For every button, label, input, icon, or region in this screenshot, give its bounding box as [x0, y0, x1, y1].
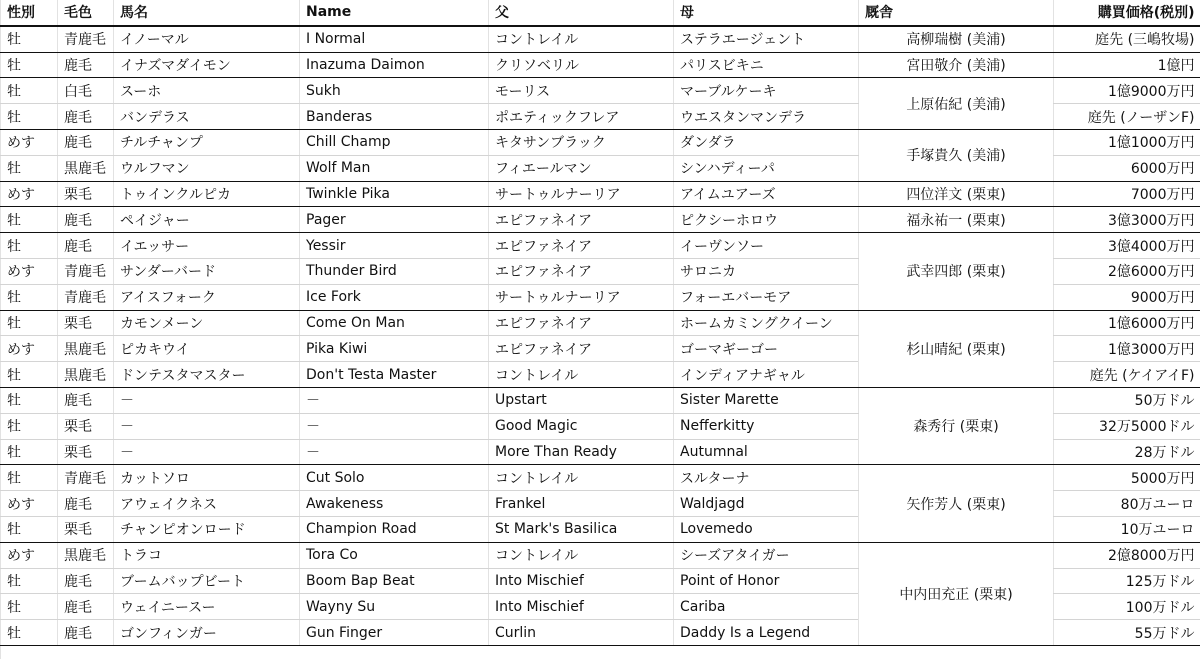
sex-cell[interactable]: 牡	[1, 104, 58, 130]
table-row	[1, 542, 1200, 568]
horse-name-jp-cell[interactable]: イノーマル	[114, 26, 300, 52]
price-cell[interactable]: 28万ドル	[1054, 439, 1200, 465]
header-color[interactable]: 毛色	[58, 0, 114, 26]
horse-name-en-cell[interactable]: －	[300, 439, 489, 465]
sex-cell[interactable]: 牡	[1, 568, 58, 594]
sex-cell[interactable]: 牡	[1, 387, 58, 413]
price-cell[interactable]: 1億1000万円	[1054, 129, 1200, 155]
horse-name-jp-cell[interactable]: イエッサー	[114, 233, 300, 259]
sire-cell[interactable]: キタサンブラック	[489, 129, 674, 155]
sire-cell[interactable]: ポエティックフレア	[489, 104, 674, 130]
sex-cell[interactable]: 牡	[1, 26, 58, 52]
sex-cell[interactable]: 牡	[1, 78, 58, 104]
sire-cell[interactable]: エピファネイア	[489, 207, 674, 233]
horse-name-en-cell[interactable]: Don't Testa Master	[300, 362, 489, 388]
horse-name-en-cell[interactable]: Tora Co	[300, 542, 489, 568]
price-cell[interactable]: 5000万円	[1054, 465, 1200, 491]
horse-name-jp-cell[interactable]: －	[114, 413, 300, 439]
horse-name-jp-cell[interactable]: チルチャンプ	[114, 129, 300, 155]
horse-name-jp-cell[interactable]: チャンピオンロード	[114, 516, 300, 542]
horse-name-en-cell[interactable]: Gun Finger	[300, 620, 489, 646]
stable-cell[interactable]: 上原佑紀 (美浦)	[859, 78, 1054, 130]
dam-cell[interactable]: ピクシーホロウ	[674, 207, 859, 233]
dam-cell[interactable]: ホームカミングクイーン	[674, 310, 859, 336]
dam-cell[interactable]: Point of Honor	[674, 568, 859, 594]
stable-cell[interactable]: 手塚貴久 (美浦)	[859, 129, 1054, 181]
sex-cell[interactable]: 牡	[1, 284, 58, 310]
coat-color-cell[interactable]: 鹿毛	[58, 387, 114, 413]
coat-color-cell[interactable]: 栗毛	[58, 181, 114, 207]
coat-color-cell[interactable]: 黒鹿毛	[58, 542, 114, 568]
horse-name-jp-cell[interactable]: カモンメーン	[114, 310, 300, 336]
coat-color-cell[interactable]: 鹿毛	[58, 104, 114, 130]
horse-name-en-cell[interactable]: Boom Bap Beat	[300, 568, 489, 594]
dam-cell[interactable]: Cariba	[674, 594, 859, 620]
dam-cell[interactable]: Waldjagd	[674, 491, 859, 517]
table-row	[1, 465, 1200, 491]
sire-cell[interactable]: コントレイル	[489, 26, 674, 52]
header-sex[interactable]: 性別	[1, 0, 58, 26]
stable-cell[interactable]: 森秀行 (栗東)	[859, 387, 1054, 464]
price-cell[interactable]: 125万ドル	[1054, 568, 1200, 594]
sire-cell[interactable]: フィエールマン	[489, 155, 674, 181]
table-row	[1, 207, 1200, 233]
horse-name-en-cell[interactable]: －	[300, 387, 489, 413]
coat-color-cell[interactable]: 青鹿毛	[58, 284, 114, 310]
sex-cell[interactable]: めす	[1, 181, 58, 207]
price-cell[interactable]: 1億9000万円	[1054, 78, 1200, 104]
horse-name-en-cell[interactable]: Chill Champ	[300, 129, 489, 155]
sex-cell[interactable]: 牡	[1, 233, 58, 259]
horse-name-jp-cell[interactable]: イナズマダイモン	[114, 52, 300, 78]
sire-cell[interactable]: Upstart	[489, 387, 674, 413]
dam-cell[interactable]: シンハディーパ	[674, 155, 859, 181]
coat-color-cell[interactable]: 黒鹿毛	[58, 362, 114, 388]
horse-name-jp-cell[interactable]: アイスフォーク	[114, 284, 300, 310]
dam-cell[interactable]: Daddy Is a Legend	[674, 620, 859, 646]
price-cell[interactable]: 庭先 (三嶋牧場)	[1054, 26, 1200, 52]
dam-cell[interactable]: シーズアタイガー	[674, 542, 859, 568]
horse-name-jp-cell[interactable]: －	[114, 439, 300, 465]
table-row	[1, 233, 1200, 259]
sire-cell[interactable]: Into Mischief	[489, 568, 674, 594]
sire-cell[interactable]: Frankel	[489, 491, 674, 517]
coat-color-cell[interactable]: 鹿毛	[58, 491, 114, 517]
coat-color-cell[interactable]: 鹿毛	[58, 207, 114, 233]
stable-cell[interactable]: 福永祐一 (栗東)	[859, 207, 1054, 233]
sire-cell[interactable]: コントレイル	[489, 465, 674, 491]
price-cell[interactable]: 1億6000万円	[1054, 310, 1200, 336]
coat-color-cell[interactable]: 栗毛	[58, 516, 114, 542]
header-sire[interactable]: 父	[489, 0, 674, 26]
price-cell[interactable]: 10万ユーロ	[1054, 516, 1200, 542]
table-row	[1, 181, 1200, 207]
horse-name-jp-cell[interactable]: ドンテスタマスター	[114, 362, 300, 388]
table-row	[1, 129, 1200, 155]
dam-cell[interactable]: サロニカ	[674, 258, 859, 284]
sire-cell[interactable]: サートゥルナーリア	[489, 181, 674, 207]
dam-cell[interactable]: スルターナ	[674, 465, 859, 491]
sex-cell[interactable]: めす	[1, 542, 58, 568]
coat-color-cell[interactable]: 白毛	[58, 78, 114, 104]
dam-cell[interactable]: Nefferkitty	[674, 413, 859, 439]
horse-name-jp-cell[interactable]: ペイジャー	[114, 207, 300, 233]
horse-name-en-cell[interactable]: Wolf Man	[300, 155, 489, 181]
coat-color-cell[interactable]: 鹿毛	[58, 129, 114, 155]
table-row	[1, 387, 1200, 413]
coat-color-cell[interactable]: 鹿毛	[58, 568, 114, 594]
horse-name-jp-cell[interactable]: バンデラス	[114, 104, 300, 130]
price-cell[interactable]: 1億3000万円	[1054, 336, 1200, 362]
price-cell[interactable]: 2億6000万円	[1054, 258, 1200, 284]
price-cell[interactable]: 6000万円	[1054, 155, 1200, 181]
horse-name-en-cell[interactable]: I Normal	[300, 26, 489, 52]
dam-cell[interactable]: イーヴンソー	[674, 233, 859, 259]
horse-name-en-cell[interactable]: Champion Road	[300, 516, 489, 542]
sex-cell[interactable]: めす	[1, 258, 58, 284]
coat-color-cell[interactable]: 鹿毛	[58, 594, 114, 620]
price-cell[interactable]: 55万ドル	[1054, 620, 1200, 646]
coat-color-cell[interactable]: 黒鹿毛	[58, 336, 114, 362]
price-cell[interactable]: 9000万円	[1054, 284, 1200, 310]
sire-cell[interactable]: Into Mischief	[489, 594, 674, 620]
sex-cell[interactable]: 牡	[1, 52, 58, 78]
price-cell[interactable]: 100万ドル	[1054, 594, 1200, 620]
horse-name-en-cell[interactable]: Awakeness	[300, 491, 489, 517]
sire-cell[interactable]: Curlin	[489, 620, 674, 646]
stable-cell[interactable]: 武幸四郎 (栗東)	[859, 233, 1054, 310]
coat-color-cell[interactable]: 鹿毛	[58, 52, 114, 78]
horse-name-en-cell[interactable]: Come On Man	[300, 310, 489, 336]
empty-row-area	[0, 646, 1200, 659]
dam-cell[interactable]: ウエスタンマンデラ	[674, 104, 859, 130]
sex-cell[interactable]: めす	[1, 129, 58, 155]
coat-color-cell[interactable]: 鹿毛	[58, 620, 114, 646]
horse-name-jp-cell[interactable]: サンダーバード	[114, 258, 300, 284]
sex-cell[interactable]: 牡	[1, 207, 58, 233]
sex-cell[interactable]: 牡	[1, 362, 58, 388]
sire-cell[interactable]: St Mark's Basilica	[489, 516, 674, 542]
horse-name-en-cell[interactable]: －	[300, 413, 489, 439]
price-cell[interactable]: 庭先 (ケイアイF)	[1054, 362, 1200, 388]
dam-cell[interactable]: Sister Marette	[674, 387, 859, 413]
dam-cell[interactable]: アイムユアーズ	[674, 181, 859, 207]
price-cell[interactable]: 庭先 (ノーザンF)	[1054, 104, 1200, 130]
horse-name-en-cell[interactable]: Thunder Bird	[300, 258, 489, 284]
horse-name-en-cell[interactable]: Twinkle Pika	[300, 181, 489, 207]
horse-name-jp-cell[interactable]: ウェイニースー	[114, 594, 300, 620]
horse-name-jp-cell[interactable]: ゴンフィンガー	[114, 620, 300, 646]
sire-cell[interactable]: コントレイル	[489, 542, 674, 568]
table-row	[1, 310, 1200, 336]
coat-color-cell[interactable]: 栗毛	[58, 439, 114, 465]
horse-name-jp-cell[interactable]: カットソロ	[114, 465, 300, 491]
sire-cell[interactable]: サートゥルナーリア	[489, 284, 674, 310]
dam-cell[interactable]: フォーエバーモア	[674, 284, 859, 310]
dam-cell[interactable]: インディアナギャル	[674, 362, 859, 388]
header-dam[interactable]: 母	[674, 0, 859, 26]
horse-name-en-cell[interactable]: Banderas	[300, 104, 489, 130]
header-name-jp[interactable]: 馬名	[114, 0, 300, 26]
sex-cell[interactable]: 牡	[1, 465, 58, 491]
sire-cell[interactable]: クリソベリル	[489, 52, 674, 78]
header-row	[1, 0, 1200, 26]
sire-cell[interactable]: Good Magic	[489, 413, 674, 439]
horse-name-en-cell[interactable]: Pager	[300, 207, 489, 233]
header-name-en[interactable]: Name	[300, 0, 489, 26]
horse-name-jp-cell[interactable]: ウルフマン	[114, 155, 300, 181]
stable-cell[interactable]: 高柳瑞樹 (美浦)	[859, 26, 1054, 52]
sex-cell[interactable]: 牡	[1, 413, 58, 439]
price-cell[interactable]: 1億円	[1054, 52, 1200, 78]
sire-cell[interactable]: エピファネイア	[489, 310, 674, 336]
sire-cell[interactable]: コントレイル	[489, 362, 674, 388]
sire-cell[interactable]: エピファネイア	[489, 233, 674, 259]
horse-name-en-cell[interactable]: Pika Kiwi	[300, 336, 489, 362]
horse-name-jp-cell[interactable]: －	[114, 387, 300, 413]
sex-cell[interactable]: めす	[1, 336, 58, 362]
coat-color-cell[interactable]: 栗毛	[58, 413, 114, 439]
horse-name-en-cell[interactable]: Wayny Su	[300, 594, 489, 620]
coat-color-cell[interactable]: 青鹿毛	[58, 465, 114, 491]
dam-cell[interactable]: マーブルケーキ	[674, 78, 859, 104]
price-cell[interactable]: 3億3000万円	[1054, 207, 1200, 233]
stable-cell[interactable]: 矢作芳人 (栗東)	[859, 465, 1054, 542]
price-cell[interactable]: 32万5000ドル	[1054, 413, 1200, 439]
horse-name-en-cell[interactable]: Yessir	[300, 233, 489, 259]
dam-cell[interactable]: Autumnal	[674, 439, 859, 465]
price-cell[interactable]: 3億4000万円	[1054, 233, 1200, 259]
horse-name-jp-cell[interactable]: トラコ	[114, 542, 300, 568]
horse-name-en-cell[interactable]: Inazuma Daimon	[300, 52, 489, 78]
coat-color-cell[interactable]: 青鹿毛	[58, 258, 114, 284]
sex-cell[interactable]: めす	[1, 491, 58, 517]
sire-cell[interactable]: エピファネイア	[489, 258, 674, 284]
table-row	[1, 78, 1200, 104]
stable-cell[interactable]: 宮田敬介 (美浦)	[859, 52, 1054, 78]
sex-cell[interactable]: 牡	[1, 439, 58, 465]
horse-name-en-cell[interactable]: Ice Fork	[300, 284, 489, 310]
dam-cell[interactable]: ダンダラ	[674, 129, 859, 155]
sex-cell[interactable]: 牡	[1, 310, 58, 336]
coat-color-cell[interactable]: 青鹿毛	[58, 26, 114, 52]
header-price[interactable]: 購買価格(税別)	[1054, 0, 1200, 26]
table-body	[1, 26, 1200, 646]
sire-cell[interactable]: More Than Ready	[489, 439, 674, 465]
sex-cell[interactable]: 牡	[1, 155, 58, 181]
stable-cell[interactable]: 中内田充正 (栗東)	[859, 542, 1054, 645]
price-cell[interactable]: 50万ドル	[1054, 387, 1200, 413]
table-row	[1, 52, 1200, 78]
table-row	[1, 26, 1200, 52]
price-cell[interactable]: 7000万円	[1054, 181, 1200, 207]
horse-name-jp-cell[interactable]: ブームバップビート	[114, 568, 300, 594]
dam-cell[interactable]: ゴーマギーゴー	[674, 336, 859, 362]
horse-name-jp-cell[interactable]: スーホ	[114, 78, 300, 104]
sex-cell[interactable]: 牡	[1, 516, 58, 542]
coat-color-cell[interactable]: 栗毛	[58, 310, 114, 336]
stable-cell[interactable]: 杉山晴紀 (栗東)	[859, 310, 1054, 387]
sex-cell[interactable]: 牡	[1, 620, 58, 646]
price-cell[interactable]: 80万ユーロ	[1054, 491, 1200, 517]
horse-name-jp-cell[interactable]: ピカキウイ	[114, 336, 300, 362]
sex-cell[interactable]: 牡	[1, 594, 58, 620]
horse-name-en-cell[interactable]: Sukh	[300, 78, 489, 104]
stable-cell[interactable]: 四位洋文 (栗東)	[859, 181, 1054, 207]
sire-cell[interactable]: エピファネイア	[489, 336, 674, 362]
horse-name-jp-cell[interactable]: アウェイクネス	[114, 491, 300, 517]
sire-cell[interactable]: モーリス	[489, 78, 674, 104]
dam-cell[interactable]: パリスビキニ	[674, 52, 859, 78]
dam-cell[interactable]: Lovemedo	[674, 516, 859, 542]
horse-name-jp-cell[interactable]: トゥインクルピカ	[114, 181, 300, 207]
horse-name-en-cell[interactable]: Cut Solo	[300, 465, 489, 491]
dam-cell[interactable]: ステラエージェント	[674, 26, 859, 52]
coat-color-cell[interactable]: 鹿毛	[58, 233, 114, 259]
coat-color-cell[interactable]: 黒鹿毛	[58, 155, 114, 181]
price-cell[interactable]: 2億8000万円	[1054, 542, 1200, 568]
header-stable[interactable]: 厩舎	[859, 0, 1054, 26]
